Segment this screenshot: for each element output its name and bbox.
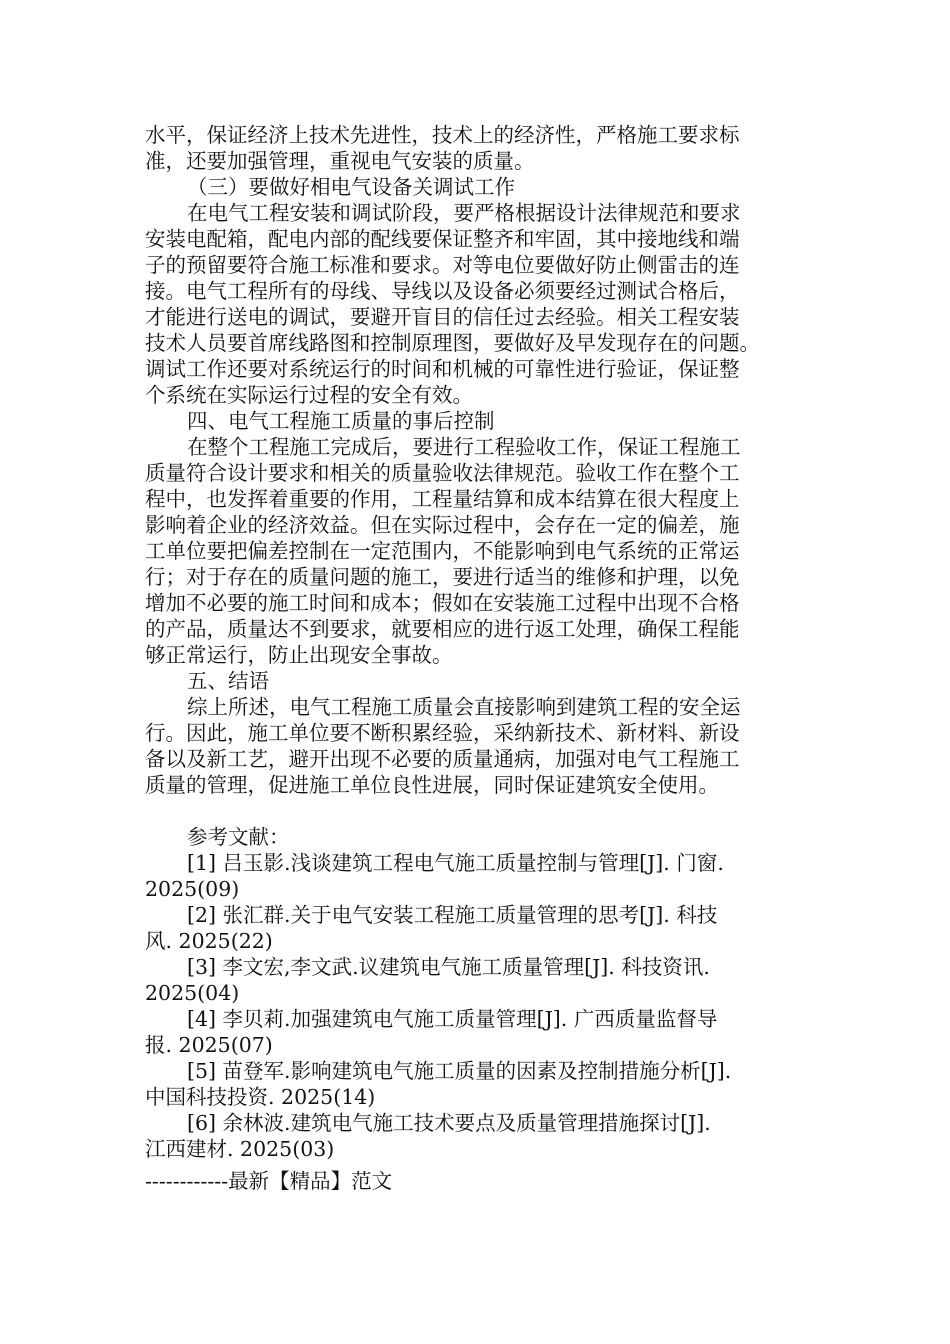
text-line: 够正常运行，防止出现安全事故。 <box>145 643 453 667</box>
text-line: （三）要做好相电气设备关调试工作 <box>187 175 515 199</box>
text-line: 四、电气工程施工质量的事后控制 <box>187 409 495 433</box>
reference-item <box>145 902 805 954</box>
text-line: 质量的管理，促进施工单位良性进展，同时保证建筑安全使用。 <box>145 773 719 797</box>
text-line: 调试工作还要对系统运行的时间和机械的可靠性进行验证，保证整 <box>145 357 740 381</box>
text-line: 五、结语 <box>187 669 269 693</box>
section-heading <box>145 408 805 434</box>
text-line: 2025(09) <box>145 877 240 901</box>
text-line: 安装电配箱，配电内部的配线要保证整齐和牢固，其中接地线和端 <box>145 227 740 251</box>
text-line: 才能进行送电的调试，要避开盲目的信任过去经验。相关工程安装 <box>145 305 740 329</box>
text-line: 行；对于存在的质量问题的施工，要进行适当的维修和护理，以免 <box>145 565 740 589</box>
text-line: [3] 李文宏,李文武.议建筑电气施工质量管理[J]. 科技资讯. <box>187 955 710 979</box>
text-line: 报. 2025(07) <box>145 1033 273 1057</box>
text-line: 程中，也发挥着重要的作用，工程量结算和成本结算在很大程度上 <box>145 487 740 511</box>
text-line: 备以及新工艺，避开出现不必要的质量通病，加强对电气工程施工 <box>145 747 740 771</box>
text-line: [5] 苗登军.影响建筑电气施工质量的因素及控制措施分析[J]. <box>187 1059 732 1083</box>
paragraph <box>145 694 805 798</box>
footer-text: ------------最新【精品】范文 <box>145 1169 393 1193</box>
text-line: 工单位要把偏差控制在一定范围内，不能影响到电气系统的正常运 <box>145 539 740 563</box>
paragraph <box>145 434 805 668</box>
text-line: 参考文献： <box>187 825 290 849</box>
text-line: 增加不必要的施工时间和成本；假如在安装施工过程中出现不合格 <box>145 591 740 615</box>
text-line: 江西建材. 2025(03) <box>145 1137 335 1161</box>
paragraph <box>145 200 805 408</box>
text-line: [2] 张汇群.关于电气安装工程施工质量管理的思考[J]. 科技 <box>187 903 718 927</box>
reference-item <box>145 954 805 1006</box>
reference-item <box>145 1058 805 1110</box>
text-line: [4] 李贝莉.加强建筑电气施工质量管理[J]. 广西质量监督导 <box>187 1007 718 1031</box>
paragraph <box>145 122 805 174</box>
text-line: 子的预留要符合施工标准和要求。对等电位要做好防止侧雷击的连 <box>145 253 740 277</box>
text-line: 技术人员要首席线路图和控制原理图，要做好及早发现存在的问题。 <box>145 331 760 355</box>
text-line: 质量符合设计要求和相关的质量验收法律规范。验收工作在整个工 <box>145 461 740 485</box>
text-line: 在整个工程施工完成后，要进行工程验收工作，保证工程施工 <box>187 435 741 459</box>
text-line: 水平，保证经济上技术先进性，技术上的经济性，严格施工要求标 <box>145 123 740 147</box>
text-line: 的产品，质量达不到要求，就要相应的进行返工处理，确保工程能 <box>145 617 740 641</box>
text-line: 行。因此，施工单位要不断积累经验，采纳新技术、新材料、新设 <box>145 721 740 745</box>
text-line: 接。电气工程所有的母线、导线以及设备必须要经过测试合格后， <box>145 279 740 303</box>
reference-item <box>145 1110 805 1162</box>
text-line: [6] 余林波.建筑电气施工技术要点及质量管理措施探讨[J]. <box>187 1111 711 1135</box>
section-heading <box>145 174 805 200</box>
section-heading <box>145 824 805 850</box>
text-line: 中国科技投资. 2025(14) <box>145 1085 376 1109</box>
text-line: 在电气工程安装和调试阶段，要严格根据设计法律规范和要求 <box>187 201 741 225</box>
text-line: 个系统在实际运行过程的安全有效。 <box>145 383 473 407</box>
text-line: 综上所述，电气工程施工质量会直接影响到建筑工程的安全运 <box>187 695 741 719</box>
document-body <box>145 122 805 1162</box>
blank-line <box>145 798 805 824</box>
text-line: [1] 吕玉影.浅谈建筑工程电气施工质量控制与管理[J]. 门窗. <box>187 851 724 875</box>
text-line: 2025(04) <box>145 981 240 1005</box>
text-line: 准，还要加强管理，重视电气安装的质量。 <box>145 149 535 173</box>
section-heading <box>145 668 805 694</box>
text-line: 影响着企业的经济效益。但在实际过程中，会存在一定的偏差，施 <box>145 513 740 537</box>
reference-item <box>145 850 805 902</box>
reference-item <box>145 1006 805 1058</box>
text-line: 风. 2025(22) <box>145 929 273 953</box>
